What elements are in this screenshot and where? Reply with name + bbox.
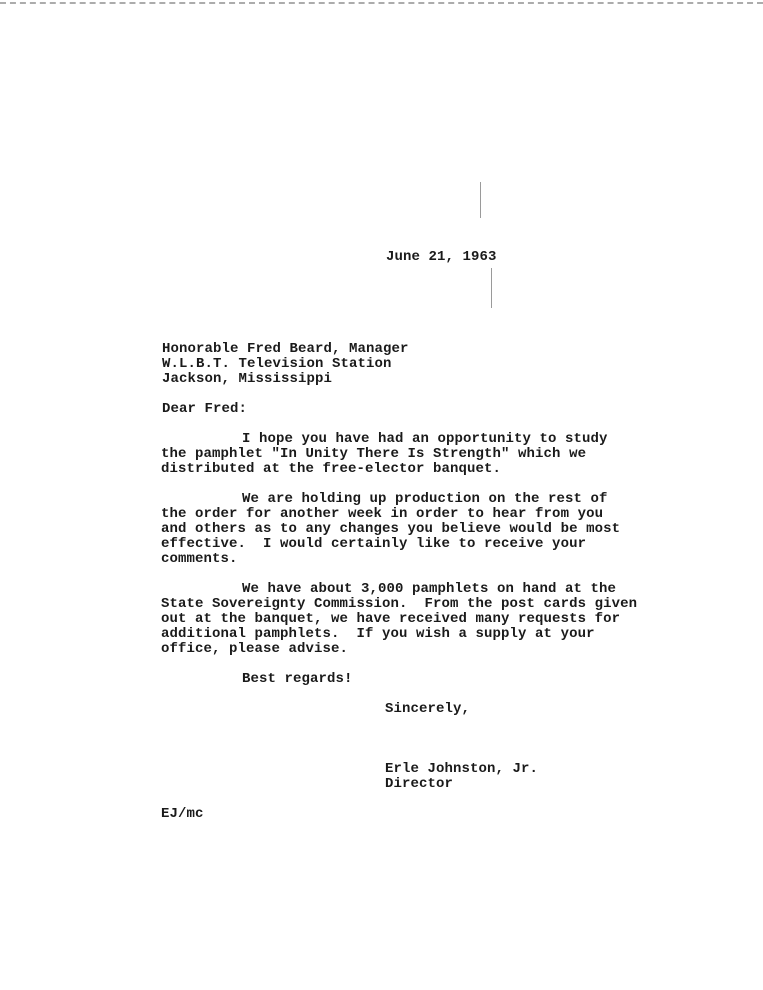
scan-mark (480, 182, 481, 218)
signer-name: Erle Johnston, Jr. (385, 761, 539, 777)
letter-date: June 21, 1963 (386, 249, 497, 265)
paragraph-2-line-2: the order for another week in order to hear from you (161, 506, 604, 522)
paragraph-1-line-2: the pamphlet "In Unity There Is Strength" which we (161, 446, 587, 462)
paragraph-2-line-4: effective. I would certainly like to receive your (161, 536, 587, 552)
recipient-line-2: W.L.B.T. Television Station (162, 356, 392, 372)
closing-regards: Best regards! (242, 671, 353, 687)
paragraph-3-line-4: additional pamphlets. If you wish a supply at your (161, 626, 595, 642)
salutation: Dear Fred: (162, 401, 248, 417)
recipient-line-1: Honorable Fred Beard, Manager (162, 341, 409, 357)
paragraph-2-line-5: comments. (161, 551, 238, 567)
paragraph-2-line-3: and others as to any changes you believe would be most (161, 521, 621, 537)
page-top-edge (0, 2, 763, 10)
reference-initials: EJ/mc (161, 806, 204, 822)
paragraph-3-line-2: State Sovereignty Commission. From the post cards given (161, 596, 638, 612)
valediction: Sincerely, (385, 701, 471, 717)
paragraph-1-line-1: I hope you have had an opportunity to study (242, 431, 608, 447)
recipient-line-3: Jackson, Mississippi (162, 371, 333, 387)
paragraph-1-line-3: distributed at the free-elector banquet. (161, 461, 502, 477)
paragraph-3-line-3: out at the banquet, we have received many requests for (161, 611, 621, 627)
signer-title: Director (385, 776, 454, 792)
scan-mark (491, 268, 492, 308)
paragraph-3-line-1: We have about 3,000 pamphlets on hand at the (242, 581, 617, 597)
paragraph-3-line-5: office, please advise. (161, 641, 349, 657)
paragraph-2-line-1: We are holding up production on the rest of (242, 491, 608, 507)
